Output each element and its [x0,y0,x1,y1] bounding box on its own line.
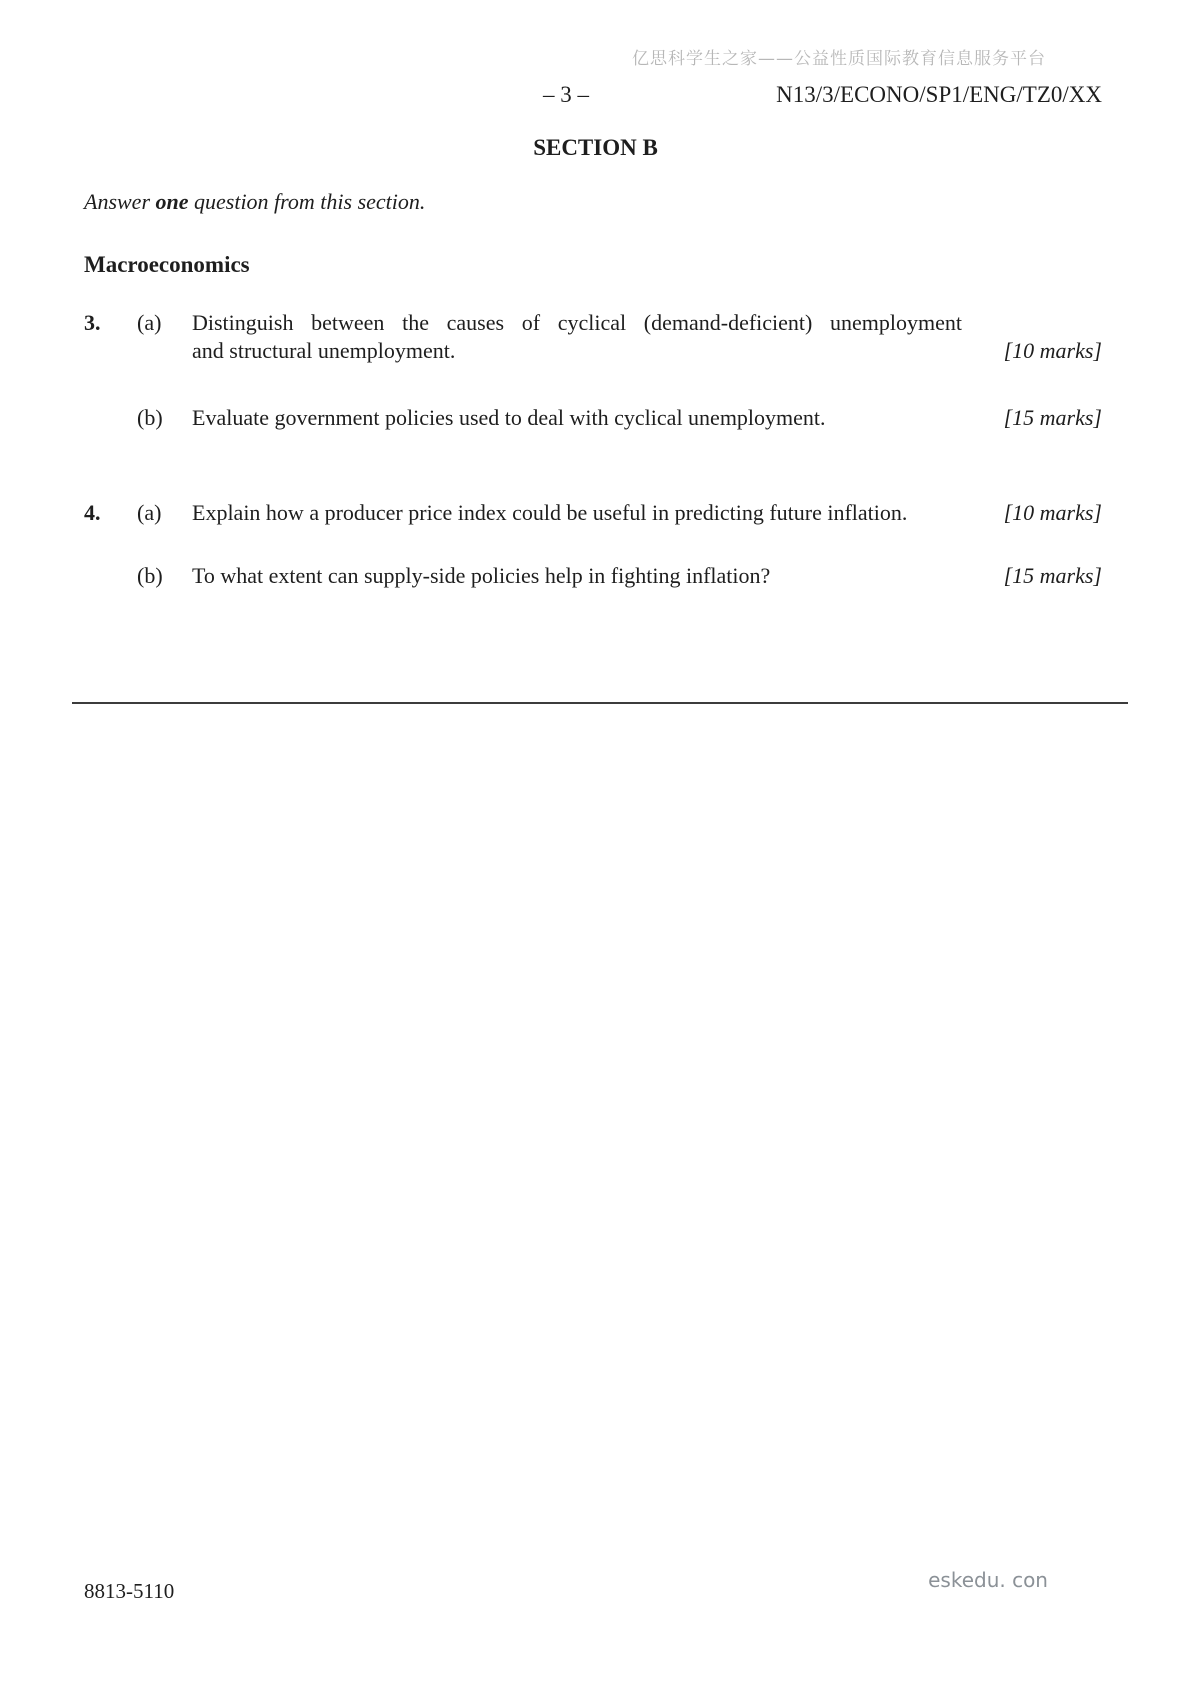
question-number: 4. [84,500,101,525]
footer-watermark: eskedu. con [928,1568,1048,1592]
question-text-line: Distinguish between the causes of cyclical (demand-deficient) unemployment [192,310,962,335]
page-number: – 3 – [543,82,589,107]
question-part-3a [84,309,1102,365]
instruction-emphasis: one [155,189,189,214]
question-part-text [192,309,962,365]
question-part-letter: (a) [137,310,162,335]
question-text-line: To what extent can supply-side policies help in fighting inflation? [192,563,771,588]
section-title: SECTION B [533,135,658,160]
question-part-4b [84,562,1102,590]
question-part-3b [84,404,1102,432]
question-part-marks: [15 marks] [1003,405,1102,430]
question-part-marks: [10 marks] [1003,500,1102,525]
instruction-pre: Answer [84,189,150,214]
question-part-letter: (a) [137,500,162,525]
question-text-line: and structural unemployment. [192,338,456,363]
question-part-text [192,404,962,432]
topic-heading: Macroeconomics [84,252,250,277]
horizontal-rule [72,702,1128,704]
question-part-letter: (b) [137,563,163,588]
question-part-text [192,562,962,590]
question-part-marks: [15 marks] [1003,563,1102,588]
instruction-post: question from this section. [194,189,426,214]
question-text-line: Evaluate government policies used to deal with cyclical unemployment. [192,405,826,430]
question-part-marks: [10 marks] [1003,338,1102,363]
question-text-line: Explain how a producer price index could be useful in predicting future inflation. [192,500,908,525]
header-watermark: 亿思科学生之家——公益性质国际教育信息服务平台 [632,49,1046,69]
footer-document-code: 8813-5110 [84,1579,175,1603]
section-instruction [84,189,425,215]
question-part-4a [84,499,1102,527]
paper-code: N13/3/ECONO/SP1/ENG/TZ0/XX [776,82,1102,107]
question-number: 3. [84,310,101,335]
question-part-letter: (b) [137,405,163,430]
question-part-text [192,499,962,527]
